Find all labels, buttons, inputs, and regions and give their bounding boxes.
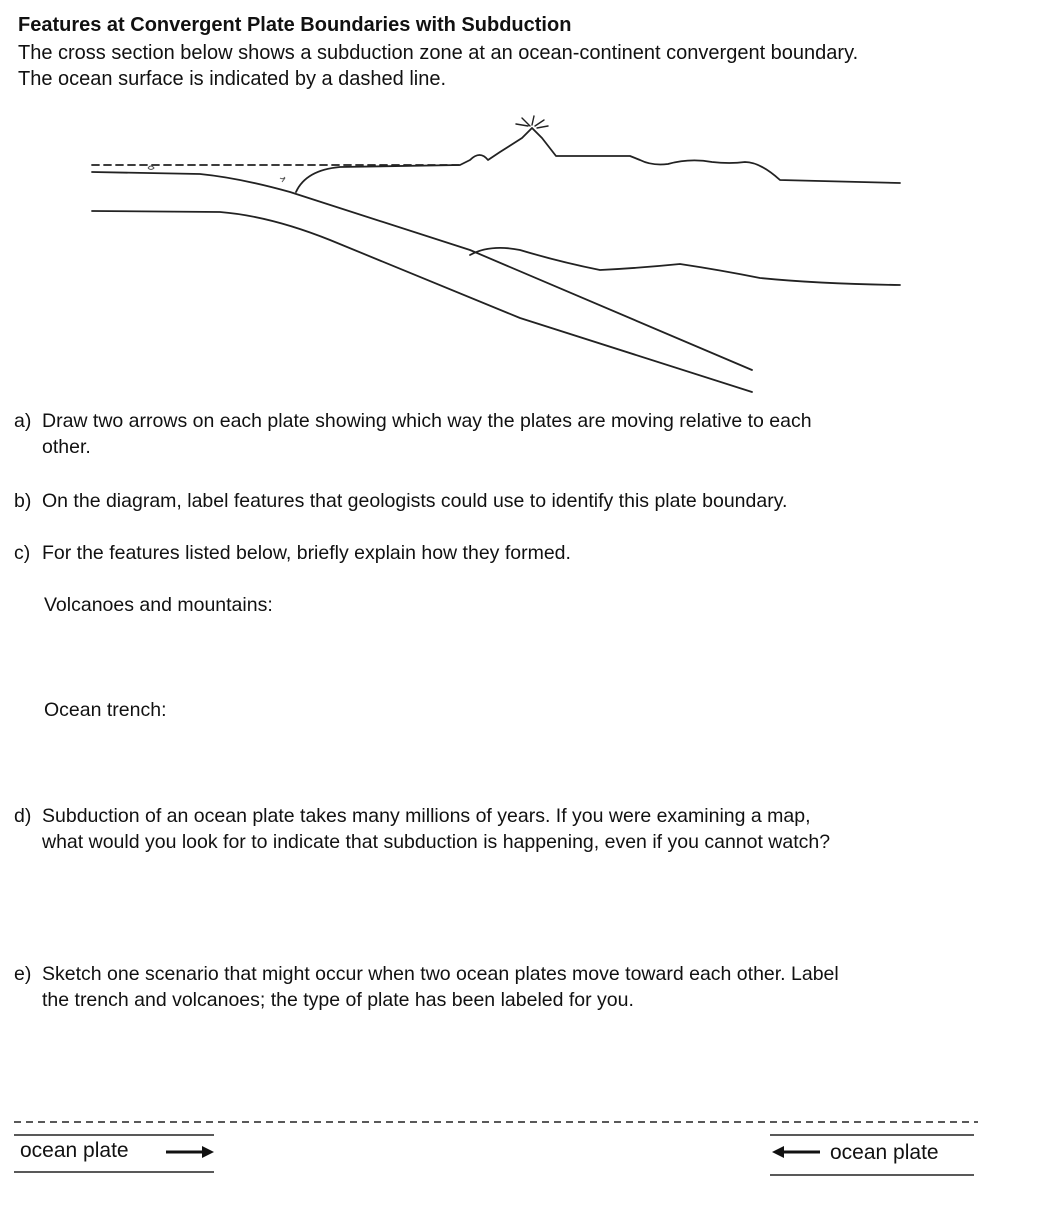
left-arrow-head-icon <box>772 1146 784 1158</box>
feature-volcanoes-mountains: Volcanoes and mountains: <box>44 594 273 616</box>
question-e-label: e) <box>14 963 32 985</box>
continental-plate-surface <box>296 128 900 192</box>
feature-ocean-trench: Ocean trench: <box>44 699 167 721</box>
question-a-line-2: other. <box>42 436 91 458</box>
question-d-label: d) <box>14 805 32 827</box>
question-e-line-1: Sketch one scenario that might occur when two ocean plates move toward each other. Label <box>42 963 839 985</box>
continental-plate-bottom <box>470 248 900 285</box>
question-a <box>14 408 1014 460</box>
question-a-line-1: Draw two arrows on each plate showing which way the plates are moving relative to each <box>42 410 812 432</box>
intro-line-2: The ocean surface is indicated by a dashed line. <box>18 68 447 90</box>
question-a-label: a) <box>14 410 32 432</box>
question-c-label: c) <box>14 542 31 564</box>
volcano-eruption-icon <box>516 116 548 128</box>
right-arrow-head-icon <box>202 1146 214 1158</box>
handwritten-mark <box>148 166 154 170</box>
question-b-text: On the diagram, label features that geologists could use to identify this plate boundary. <box>42 490 788 512</box>
worksheet-title: Features at Convergent Plate Boundaries with Subduction <box>18 14 572 36</box>
left-ocean-plate-label: ocean plate <box>20 1139 129 1162</box>
question-e-line-2: the trench and volcanoes; the type of plate has been labeled for you. <box>42 989 634 1011</box>
question-c-text: For the features listed below, briefly explain how they formed. <box>42 542 571 564</box>
intro-line-1: The cross section below shows a subduction zone at an ocean-continent convergent boundary. <box>18 42 859 64</box>
handwritten-mark <box>280 177 285 182</box>
question-d-line-2: what would you look for to indicate that subduction is happening, even if you cannot watch? <box>42 831 831 853</box>
ocean-plate-bottom-surface <box>92 211 752 392</box>
question-c <box>14 540 1014 566</box>
question-d-line-1: Subduction of an ocean plate takes many millions of years. If you were examining a map, <box>42 805 811 827</box>
question-b-label: b) <box>14 490 32 512</box>
question-e <box>14 961 1014 1013</box>
question-d <box>14 803 1014 855</box>
ocean-plate-top-surface <box>92 172 752 370</box>
question-b <box>14 488 1014 514</box>
right-ocean-plate-label: ocean plate <box>830 1141 939 1164</box>
